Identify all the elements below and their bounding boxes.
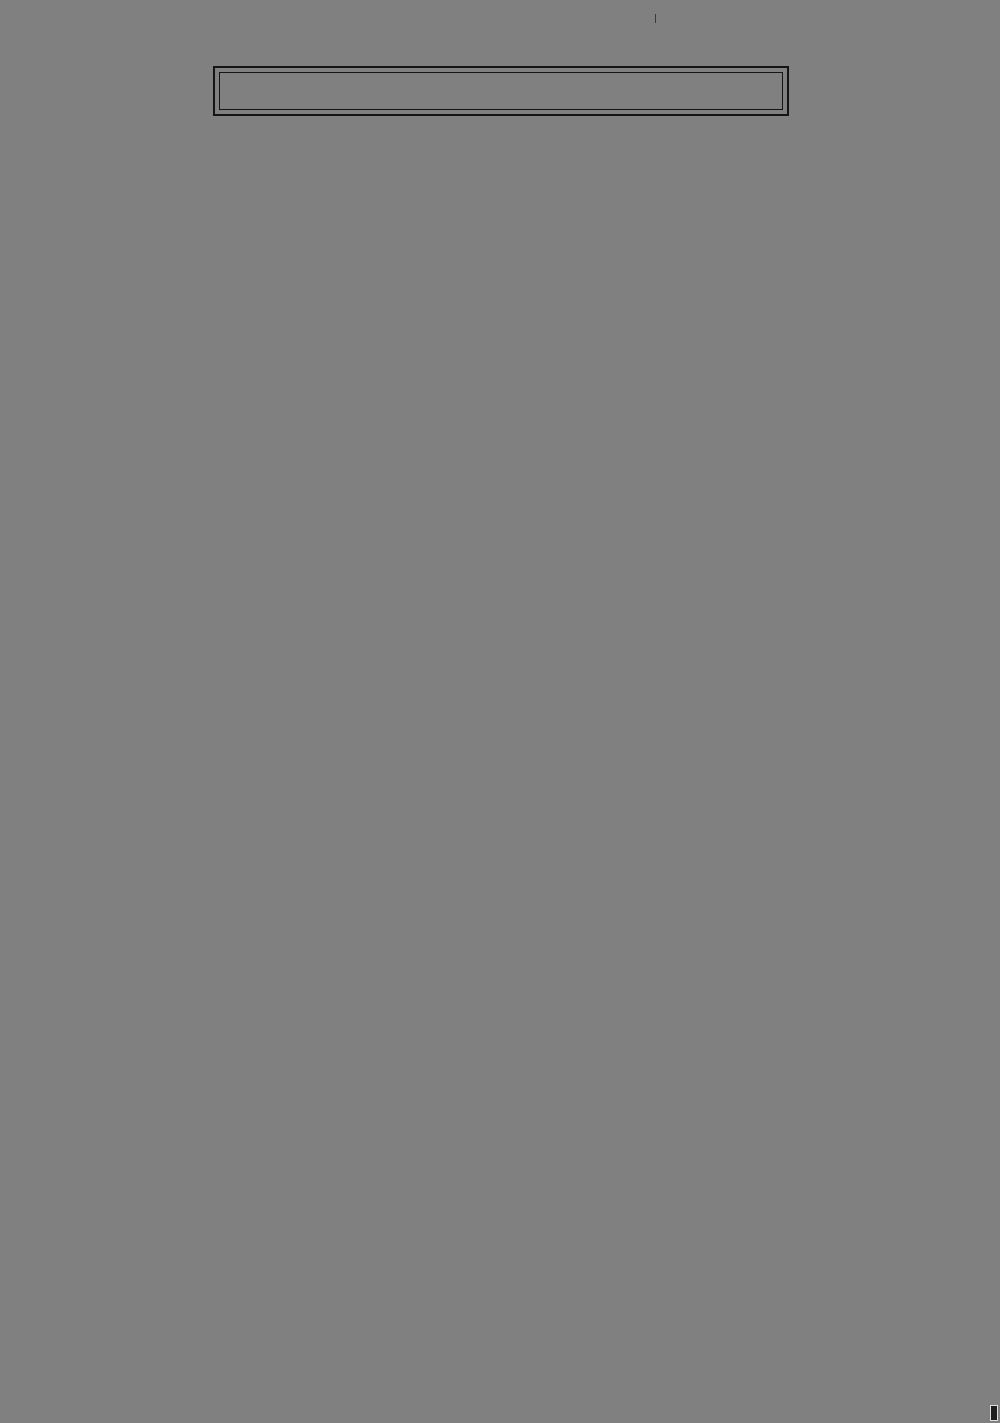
dfg-logo-icon [990, 1405, 998, 1421]
footer-credit [986, 1404, 998, 1421]
chapter-header-box [213, 66, 789, 116]
scan-mark [655, 14, 656, 23]
chapter-title [219, 72, 783, 110]
